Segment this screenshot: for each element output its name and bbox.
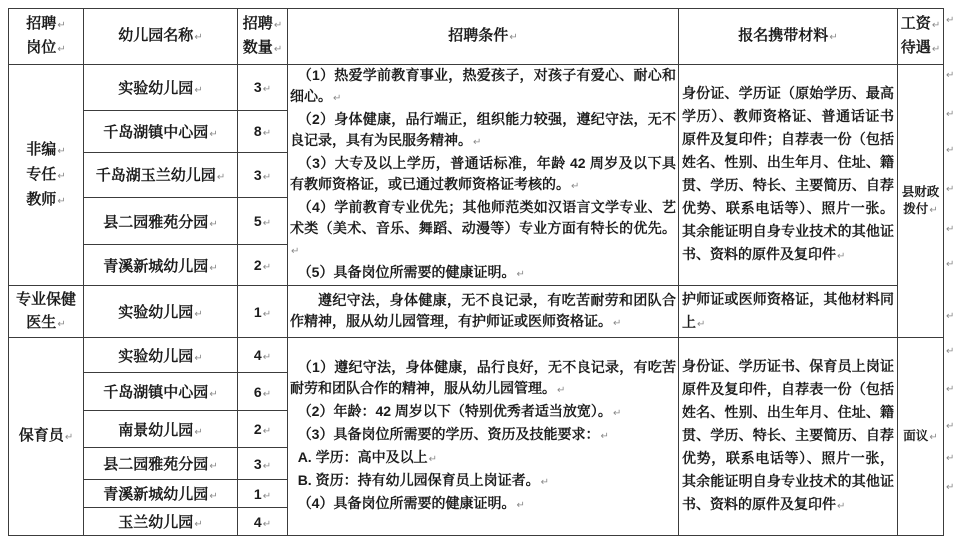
pilcrow-icon: ↵ — [613, 317, 622, 329]
kindergarten-name-cell[interactable]: 实验幼儿园↵ — [84, 338, 238, 373]
pilcrow-icon: ↵ — [216, 172, 226, 184]
pilcrow-icon: ↵ — [333, 93, 342, 104]
row-end-mark-icon: ↵ — [946, 384, 954, 395]
table-row — [9, 286, 944, 338]
pilcrow-icon: ↵ — [194, 309, 203, 320]
pilcrow-icon: ↵ — [209, 262, 218, 274]
recruit-count-cell[interactable]: 3↵ — [238, 448, 288, 480]
pilcrow-icon: ↵ — [262, 262, 272, 274]
pilcrow-icon: ↵ — [428, 454, 437, 465]
pilcrow-icon: ↵ — [194, 352, 203, 364]
recruit-count-cell[interactable]: 1↵ — [238, 286, 288, 338]
pilcrow-icon: ↵ — [209, 491, 218, 502]
kindergarten-name-cell[interactable]: 实验幼儿园↵ — [84, 286, 238, 338]
pilcrow-icon: ↵ — [540, 477, 549, 488]
header-salary-line2: 待遇 — [900, 38, 931, 56]
kindergarten-name-cell[interactable]: 千岛湖镇中心园↵ — [84, 373, 238, 411]
conditions-cell-teachers[interactable]: （1）热爱学前教育事业，热爱孩子，对孩子有爱心、耐心和细心。↵ （2）身体健康，品行端正，组织能力较强，遵纪守法，无不良记录，具有为民服务精神。↵ （3）大专及以上学历，普通话标准，年龄 42 周岁及以下具有教师资格证，或已通过教师资格证考核的。↵ （4）学前教育专业优先；其他师范类如汉语言文学专业、艺术类（美术、音乐、舞蹈、动漫等）专业方面有特长的优先。↵ （5）具备岗位所需要的健康证明。↵ — [288, 65, 679, 286]
kindergarten-name-cell[interactable]: 千岛湖玉兰幼儿园↵ — [84, 152, 238, 198]
pilcrow-icon: ↵ — [516, 269, 525, 280]
pilcrow-icon: ↵ — [262, 84, 272, 96]
row-end-mark-icon: ↵ — [946, 482, 954, 493]
recruit-count-cell[interactable]: 4↵ — [238, 338, 288, 373]
header-salary-line1: 工资 — [900, 14, 931, 32]
row-end-mark-icon: ↵ — [946, 311, 954, 322]
position-cell-nursery[interactable]: 保育员↵ — [9, 338, 84, 536]
row-end-mark-icon: ↵ — [946, 224, 954, 235]
kindergarten-name-cell[interactable]: 实验幼儿园↵ — [84, 65, 238, 111]
pilcrow-icon: ↵ — [262, 490, 272, 502]
pilcrow-icon: ↵ — [291, 246, 300, 257]
header-position[interactable] — [9, 9, 84, 65]
header-count-line2: 数量 — [242, 38, 273, 56]
pilcrow-icon: ↵ — [600, 431, 609, 442]
pilcrow-icon: ↵ — [262, 218, 272, 230]
pilcrow-icon: ↵ — [837, 251, 846, 262]
header-salary[interactable] — [898, 9, 944, 65]
kindergarten-name-cell[interactable]: 青溪新城幼儿园↵ — [84, 245, 238, 286]
materials-cell-medical[interactable]: 护师证或医师资格证，其他材料同上↵ — [679, 286, 898, 338]
pilcrow-icon: ↵ — [929, 204, 938, 216]
materials-cell-teachers[interactable]: 身份证、学历证（原始学历、最高学历）、教师资格证、普通话证书原件及复印件；自荐表一份（包括姓名、性别、出生年月、住址、籍贯、学历、特长、主要简历、自荐优势、联系电话等）、照片一张。其余能证明自身专业技术的其他证书、资料的原件及复印件↵ — [679, 65, 898, 286]
pilcrow-icon: ↵ — [262, 308, 272, 320]
row-end-mark-icon: ↵ — [946, 70, 954, 81]
pilcrow-icon: ↵ — [509, 31, 518, 43]
salary-cell-negotiable[interactable]: 面议↵ — [898, 338, 944, 536]
pilcrow-icon: ↵ — [262, 426, 272, 437]
pilcrow-icon: ↵ — [57, 170, 66, 182]
row-end-mark-icon: ↵ — [946, 15, 954, 26]
pilcrow-icon: ↵ — [837, 501, 846, 512]
table-row — [9, 338, 944, 373]
table-row — [9, 65, 944, 111]
pilcrow-icon: ↵ — [697, 318, 706, 330]
pilcrow-icon: ↵ — [194, 519, 203, 530]
pilcrow-icon: ↵ — [931, 19, 941, 31]
pilcrow-icon: ↵ — [262, 388, 272, 400]
pilcrow-icon: ↵ — [262, 171, 272, 183]
pilcrow-icon: ↵ — [931, 43, 941, 55]
kindergarten-name-cell[interactable]: 县二园雅苑分园↵ — [84, 448, 238, 480]
pilcrow-icon: ↵ — [516, 500, 525, 511]
salary-cell-finance[interactable]: 县财政拨付↵ — [898, 65, 944, 338]
conditions-cell-nursery[interactable]: （1）遵纪守法，身体健康，品行良好，无不良记录，有吃苦耐劳和团队合作的精神，服从幼儿园管理。↵ （2）年龄：42 周岁以下（特别优秀者适当放宽）。↵ （3）具备岗位所需要的学历、资历及技能要求：↵ A. 学历：高中及以上↵ B. 资历：持有幼儿园保育员上岗证者。↵ （4）具备岗位所需要的健康证明。↵ — [288, 338, 679, 536]
table-header-row — [9, 9, 944, 65]
row-end-mark-icon: ↵ — [946, 109, 954, 120]
pilcrow-icon: ↵ — [57, 19, 66, 31]
pilcrow-icon: ↵ — [612, 408, 622, 419]
materials-cell-nursery[interactable]: 身份证、学历证书、保育员上岗证原件及复印件，自荐表一份（包括姓名、性别、出生年月、住址、籍贯、学历、特长、主要简历、自荐优势，联系电话等）、照片一张，其余能证明自身专业技术的其他证书、资料的原件及复印件↵ — [679, 338, 898, 536]
pilcrow-icon: ↵ — [929, 431, 938, 443]
header-position-line1: 招聘 — [26, 14, 57, 32]
recruit-count-cell[interactable]: 1↵ — [238, 480, 288, 508]
pilcrow-icon: ↵ — [273, 43, 283, 55]
pilcrow-icon: ↵ — [262, 128, 272, 140]
pilcrow-icon: ↵ — [194, 426, 203, 438]
row-end-mark-icon: ↵ — [946, 346, 954, 357]
pilcrow-icon: ↵ — [571, 181, 580, 192]
recruit-count-cell[interactable]: 4↵ — [238, 508, 288, 536]
position-cell-teachers[interactable]: 非编↵ 专任↵ 教师↵ — [9, 65, 84, 286]
pilcrow-icon: ↵ — [57, 195, 66, 207]
recruit-count-cell[interactable]: 6↵ — [238, 373, 288, 411]
row-end-mark-icon: ↵ — [946, 259, 954, 270]
header-position-line2: 岗位 — [26, 38, 57, 56]
row-end-mark-icon: ↵ — [946, 453, 954, 464]
pilcrow-icon: ↵ — [262, 460, 272, 472]
pilcrow-icon: ↵ — [57, 145, 66, 157]
recruit-count-cell[interactable]: 5↵ — [238, 198, 288, 245]
pilcrow-icon: ↵ — [194, 84, 203, 96]
pilcrow-icon: ↵ — [262, 352, 272, 363]
pilcrow-icon: ↵ — [64, 432, 74, 443]
pilcrow-icon: ↵ — [273, 19, 283, 31]
row-end-mark-icon: ↵ — [946, 184, 954, 195]
header-recruit-count[interactable] — [238, 9, 288, 65]
recruitment-table — [8, 8, 944, 536]
kindergarten-name-cell[interactable]: 青溪新城幼儿园↵ — [84, 480, 238, 508]
kindergarten-name-cell[interactable]: 千岛湖镇中心园↵ — [84, 110, 238, 152]
pilcrow-icon: ↵ — [209, 128, 218, 140]
pilcrow-icon: ↵ — [473, 137, 482, 148]
row-end-mark-icon: ↵ — [946, 145, 954, 156]
header-conditions[interactable]: 招聘条件↵ — [288, 9, 679, 65]
pilcrow-icon: ↵ — [209, 461, 218, 472]
position-cell-medical[interactable]: 专业保健医生↵ — [9, 286, 84, 338]
recruit-count-cell[interactable]: 2↵ — [238, 245, 288, 286]
header-materials[interactable]: 报名携带材料↵ — [679, 9, 898, 65]
kindergarten-name-cell[interactable]: 南景幼儿园↵ — [84, 411, 238, 448]
recruit-count-cell[interactable]: 2↵ — [238, 411, 288, 448]
row-end-mark-icon: ↵ — [946, 421, 954, 432]
pilcrow-icon: ↵ — [209, 218, 218, 230]
kindergarten-name-cell[interactable]: 县二园雅苑分园↵ — [84, 198, 238, 245]
pilcrow-icon: ↵ — [557, 385, 566, 396]
header-kindergarten-name[interactable]: 幼儿园名称↵ — [84, 9, 238, 65]
pilcrow-icon: ↵ — [194, 31, 203, 43]
pilcrow-icon: ↵ — [209, 389, 218, 400]
recruit-count-cell[interactable]: 3↵ — [238, 152, 288, 198]
pilcrow-icon: ↵ — [262, 518, 272, 530]
header-count-line1: 招聘 — [242, 14, 273, 32]
recruit-count-cell[interactable]: 3↵ — [238, 65, 288, 111]
pilcrow-icon: ↵ — [829, 31, 838, 43]
conditions-cell-medical[interactable]: 遵纪守法，身体健康，无不良记录，有吃苦耐劳和团队合作精神，服从幼儿园管理，有护师证或医师资格证。↵ — [288, 286, 679, 338]
pilcrow-icon: ↵ — [57, 318, 66, 330]
pilcrow-icon: ↵ — [57, 43, 66, 55]
kindergarten-name-cell[interactable]: 玉兰幼儿园↵ — [84, 508, 238, 536]
recruit-count-cell[interactable]: 8↵ — [238, 110, 288, 152]
